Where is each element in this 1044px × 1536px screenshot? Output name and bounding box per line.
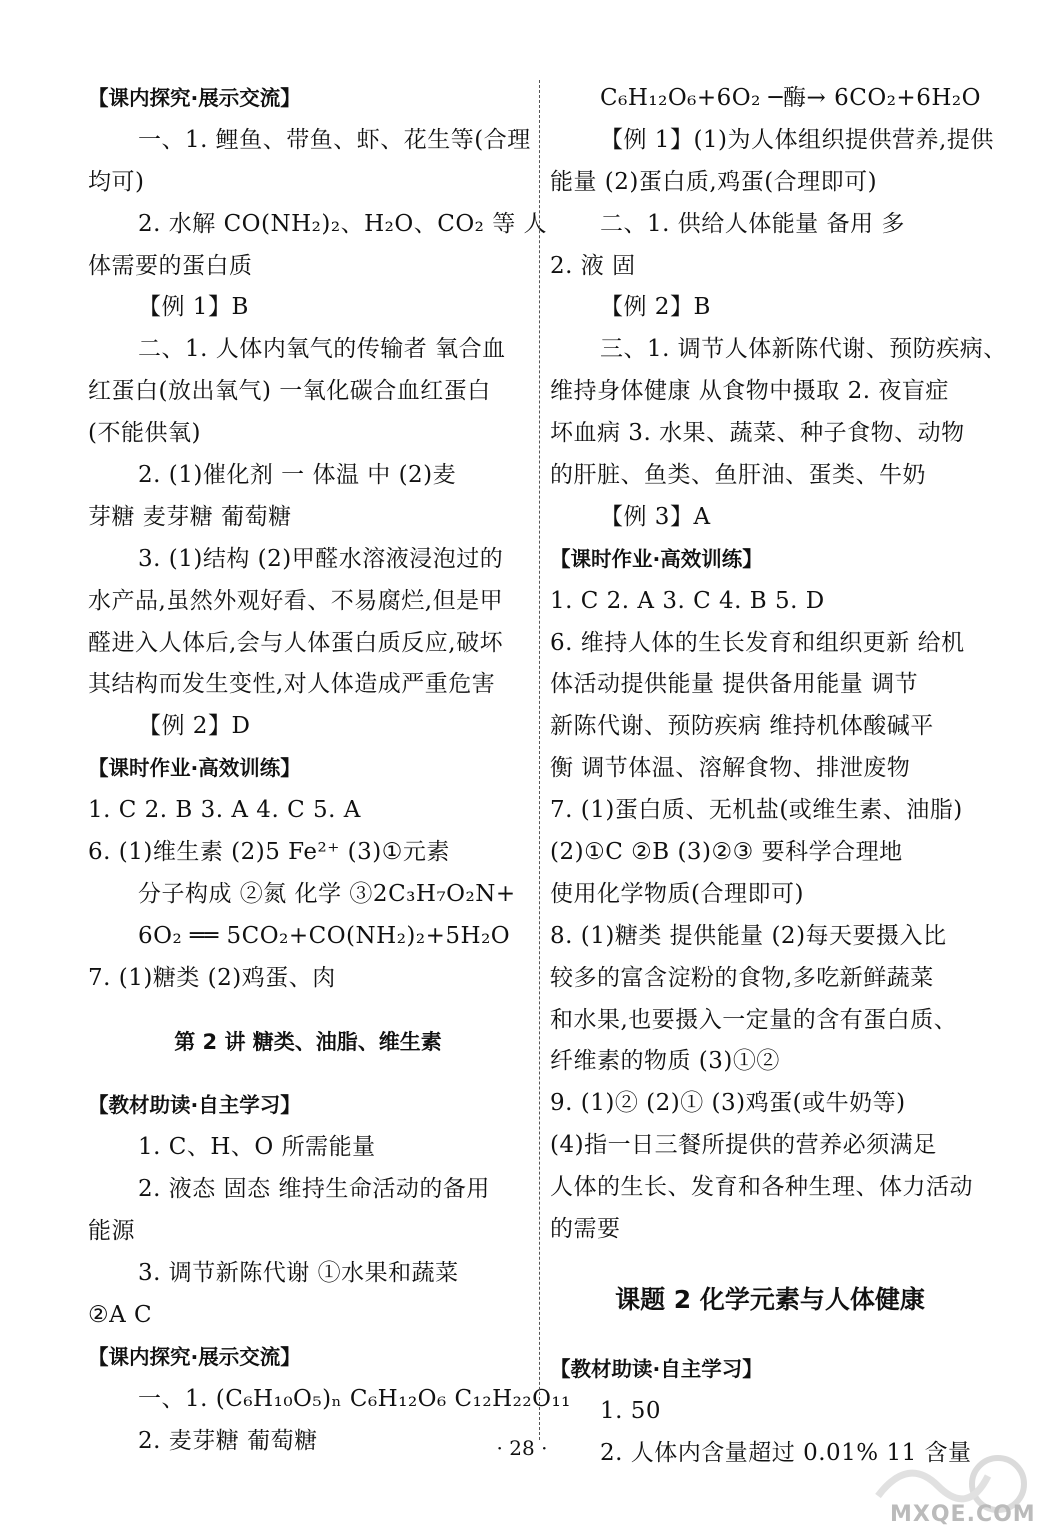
answer-line: 能量 (2)蛋白质,鸡蛋(合理即可) bbox=[550, 168, 878, 195]
answer-line: 坏血病 3. 水果、蔬菜、种子食物、动物 bbox=[550, 420, 965, 447]
spacer bbox=[88, 1000, 528, 1022]
answer-line: 衡 调节体温、溶解食物、排泄废物 bbox=[550, 755, 911, 782]
answer-line: 的需要 bbox=[550, 1216, 621, 1243]
answer-line: 一、1. (C₆H₁₀O₅)ₙ C₆H₁₂O₆ C₁₂H₂₂O₁₁ bbox=[138, 1385, 571, 1412]
lesson-title: 课题 2 化学元素与人体健康 bbox=[615, 1284, 925, 1314]
answer-line: 【例 2】D bbox=[138, 713, 251, 740]
answer-line: 体活动提供能量 提供备用能量 调节 bbox=[550, 671, 919, 698]
spacer bbox=[550, 1251, 990, 1279]
answer-line: 二、1. 人体内氧气的传输者 氧合血 bbox=[138, 336, 506, 363]
answer-line: 9. (1)② (2)① (3)鸡蛋(或牛奶等) bbox=[550, 1090, 906, 1117]
section-heading: 【课时作业·高效训练】 bbox=[550, 546, 763, 571]
answer-line: 三、1. 调节人体新陈代谢、预防疾病、 bbox=[600, 336, 1007, 363]
answer-line: 2. (1)催化剂 一 体温 中 (2)麦 bbox=[138, 462, 457, 489]
watermark-text: MXQE.COM bbox=[890, 1502, 1036, 1527]
answer-line: 2. 液态 固态 维持生命活动的备用 bbox=[138, 1176, 490, 1203]
answer-line: 【例 1】(1)为人体组织提供营养,提供 bbox=[600, 126, 994, 153]
answer-line: 纤维素的物质 (3)①② bbox=[550, 1048, 780, 1075]
answer-line: 二、1. 供给人体能量 备用 多 bbox=[600, 210, 905, 237]
answer-line: (不能供氧) bbox=[88, 420, 201, 447]
answer-line: 2. 水解 CO(NH₂)₂、H₂O、CO₂ 等 人 bbox=[138, 210, 548, 237]
answer-line: 均可) bbox=[88, 168, 145, 195]
answer-line: 能源 bbox=[88, 1218, 135, 1245]
answer-line: 芽糖 麦芽糖 葡萄糖 bbox=[88, 503, 292, 530]
answer-line: 体需要的蛋白质 bbox=[88, 252, 253, 279]
answer-line: 【例 2】B bbox=[600, 294, 711, 321]
answer-line: 7. (1)蛋白质、无机盐(或维生素、油脂) bbox=[550, 797, 963, 824]
answer-line: 6. 维持人体的生长发育和组织更新 给机 bbox=[550, 629, 965, 656]
answer-line: 的肝脏、鱼类、鱼肝油、蛋类、牛奶 bbox=[550, 462, 926, 489]
answer-line: 红蛋白(放出氧气) 一氧化碳合血红蛋白 bbox=[88, 378, 491, 405]
section-heading: 【教材助读·自主学习】 bbox=[550, 1356, 763, 1381]
page-number: · 28 · bbox=[496, 1436, 548, 1460]
answer-line: 一、1. 鲤鱼、带鱼、虾、花生等(合理 bbox=[138, 126, 531, 153]
answer-line: 1. C 2. B 3. A 4. C 5. A bbox=[88, 797, 361, 824]
answer-line: 2. 液 固 bbox=[550, 252, 636, 279]
answer-line: 分子构成 ②氮 化学 ③2C₃H₇O₂N+ bbox=[138, 880, 516, 907]
answer-line: 较多的富含淀粉的食物,多吃新鲜蔬菜 bbox=[550, 964, 934, 991]
answer-line: 水产品,虽然外观好看、不易腐烂,但是甲 bbox=[88, 587, 504, 614]
spacer bbox=[550, 1321, 990, 1349]
answer-line: 7. (1)糖类 (2)鸡蛋、肉 bbox=[88, 964, 336, 991]
answer-line: 和水果,也要摄入一定量的含有蛋白质、 bbox=[550, 1006, 958, 1033]
answer-line: 3. 调节新陈代谢 ①水果和蔬菜 bbox=[138, 1260, 459, 1287]
answer-line: 6O₂ ══ 5CO₂+CO(NH₂)₂+5H₂O bbox=[138, 922, 511, 949]
answer-line: 1. C 2. A 3. C 4. B 5. D bbox=[550, 587, 825, 614]
answer-line: 3. (1)结构 (2)甲醛水溶液浸泡过的 bbox=[138, 545, 504, 572]
answer-line: C₆H₁₂O₆+6O₂ ─酶→ 6CO₂+6H₂O bbox=[600, 85, 981, 111]
spacer bbox=[88, 1063, 528, 1085]
answer-line: 其结构而发生变性,对人体造成严重危害 bbox=[88, 671, 496, 698]
answer-line: ②A C bbox=[88, 1301, 153, 1328]
answer-line: 1. C、H、O 所需能量 bbox=[138, 1134, 376, 1161]
section-heading: 【课内探究·展示交流】 bbox=[88, 86, 301, 110]
answer-line: 2. 麦芽糖 葡萄糖 bbox=[138, 1427, 318, 1454]
answer-line: (4)指一日三餐所提供的营养必须满足 bbox=[550, 1132, 937, 1159]
left-column bbox=[88, 78, 571, 1463]
answer-line: 维持身体健康 从食物中摄取 2. 夜盲症 bbox=[550, 378, 949, 405]
answer-line: 8. (1)糖类 提供能量 (2)每天要摄入比 bbox=[550, 922, 947, 949]
answer-line: 【例 3】A bbox=[600, 503, 711, 530]
section-heading: 【课内探究·展示交流】 bbox=[88, 1344, 301, 1369]
answer-line: 1. 50 bbox=[600, 1397, 662, 1424]
answer-line: 新陈代谢、预防疾病 维持机体酸碱平 bbox=[550, 713, 934, 740]
answer-line: 使用化学物质(合理即可) bbox=[550, 880, 804, 907]
answer-line: 人体的生长、发育和各种生理、体力活动 bbox=[550, 1174, 973, 1201]
answer-line: 【例 1】B bbox=[138, 294, 249, 321]
right-column bbox=[550, 78, 1007, 1475]
column-divider bbox=[539, 80, 540, 1440]
answer-line: 2. 人体内含量超过 0.01% 11 含量 bbox=[600, 1439, 972, 1466]
answer-line: (2)①C ②B (3)②③ 要科学合理地 bbox=[550, 839, 903, 866]
section-heading: 【教材助读·自主学习】 bbox=[88, 1093, 301, 1118]
answer-line: 6. (1)维生素 (2)5 Fe²⁺ (3)①元素 bbox=[88, 839, 450, 866]
lesson-title: 第 2 讲 糖类、油脂、维生素 bbox=[174, 1029, 442, 1054]
answer-line: 醛进入人体后,会与人体蛋白质反应,破坏 bbox=[88, 629, 504, 656]
section-heading: 【课时作业·高效训练】 bbox=[88, 756, 301, 781]
